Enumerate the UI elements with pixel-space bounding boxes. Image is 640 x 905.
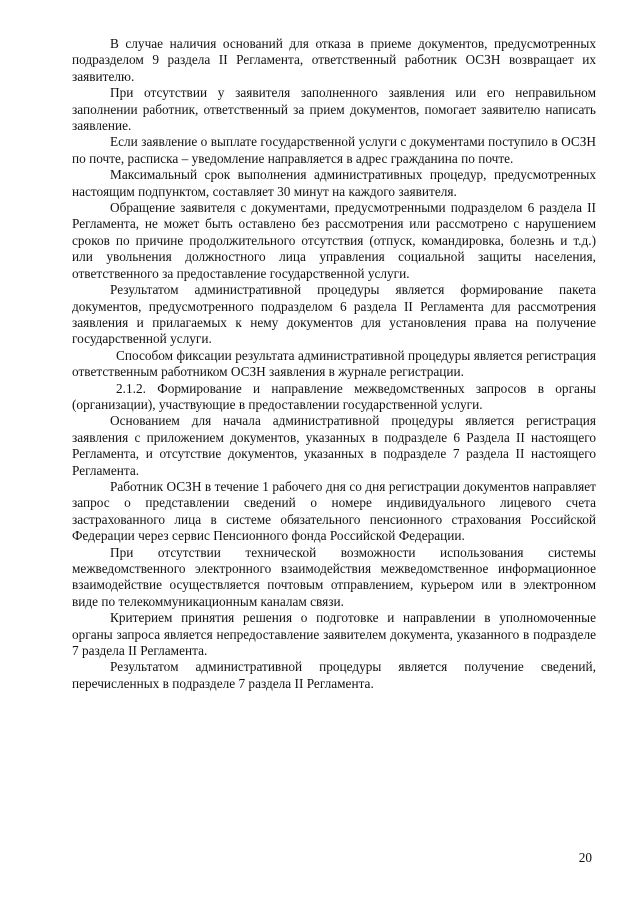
paragraph-max-duration: Максимальный срок выполнения административных процедур, предусмотренных настоящим подпунктом, составляет 30 минут на каждого заявителя. [72, 167, 596, 199]
paragraph-no-delay: Обращение заявителя с документами, предусмотренными подразделом 6 раздела II Регламента, не может быть оставлено без рассмотрения или рассмотрено с нарушением сроков по причине продолжительного отсутствия (отпуск, командировка, болезнь и т.д.) или увольнения должностного лица управления социальной защиты населения, ответственного за предоставление государственной услуги. [72, 200, 596, 281]
paragraph-technical-absence: При отсутствии технической возможности использования системы межведомственного электронного взаимодействия межведомственное информационное взаимодействие осуществляется почтовым отправлением, курьером или в электронном виде по телекоммуникационным каналам связи. [72, 544, 596, 609]
paragraph-final-result: Результатом административной процедуры является получение сведений, перечисленных в подразделе 7 раздела II Регламента. [72, 659, 596, 691]
paragraph-decision-criterion: Критерием принятия решения о подготовке и направлении в уполномоченные органы запроса является непредоставление заявителем документа, указанного в подразделе 7 раздела II Регламента. [72, 610, 596, 659]
paragraph-procedure-basis: Основанием для начала административной процедуры является регистрация заявления с приложением документов, указанных в подразделе 6 Раздела II настоящего Регламента, и отсутствие документов, указанных в подразделе 7 раздела II настоящего Регламента. [72, 413, 596, 478]
paragraph-procedure-result: Результатом административной процедуры является формирование пакета документов, предусмотренного подразделом 6 раздела II Регламента для рассмотрения заявления и прилагаемых к нему документов для установления права на получение государственной услуги. [72, 282, 596, 347]
document-body [72, 36, 596, 692]
paragraph-refusal-return: В случае наличия оснований для отказа в приеме документов, предусмотренных подразделом 9 раздела II Регламента, ответственный работник ОСЗН возвращает их заявителю. [72, 36, 596, 84]
paragraph-result-fixation: Способом фиксации результата административной процедуры является регистрация ответственным работником ОСЗН заявления в журнале регистрации. [72, 347, 596, 380]
paragraph-postal-receipt: Если заявление о выплате государственной услуги с документами поступило в ОСЗН по почте, расписка – уведомление направляется в адрес гражданина по почте. [72, 134, 596, 166]
paragraph-interagency-request: Работник ОСЗН в течение 1 рабочего дня со дня регистрации документов направляет запрос о представлении сведений о номере индивидуального лицевого счета застрахованного лица в системе обязательного пенсионного страхования Российской Федерации через сервис Пенсионного фонда Российской Федерации. [72, 478, 596, 544]
paragraph-application-help: При отсутствии у заявителя заполненного заявления или его неправильном заполнении работник, ответственный за прием документов, помогает заявителю написать заявление. [72, 85, 596, 134]
page-number: 20 [578, 850, 592, 865]
section-heading-2-1-2: 2.1.2. Формирование и направление межведомственных запросов в органы (организации), участвующие в предоставлении государственной услуги. [72, 380, 596, 412]
